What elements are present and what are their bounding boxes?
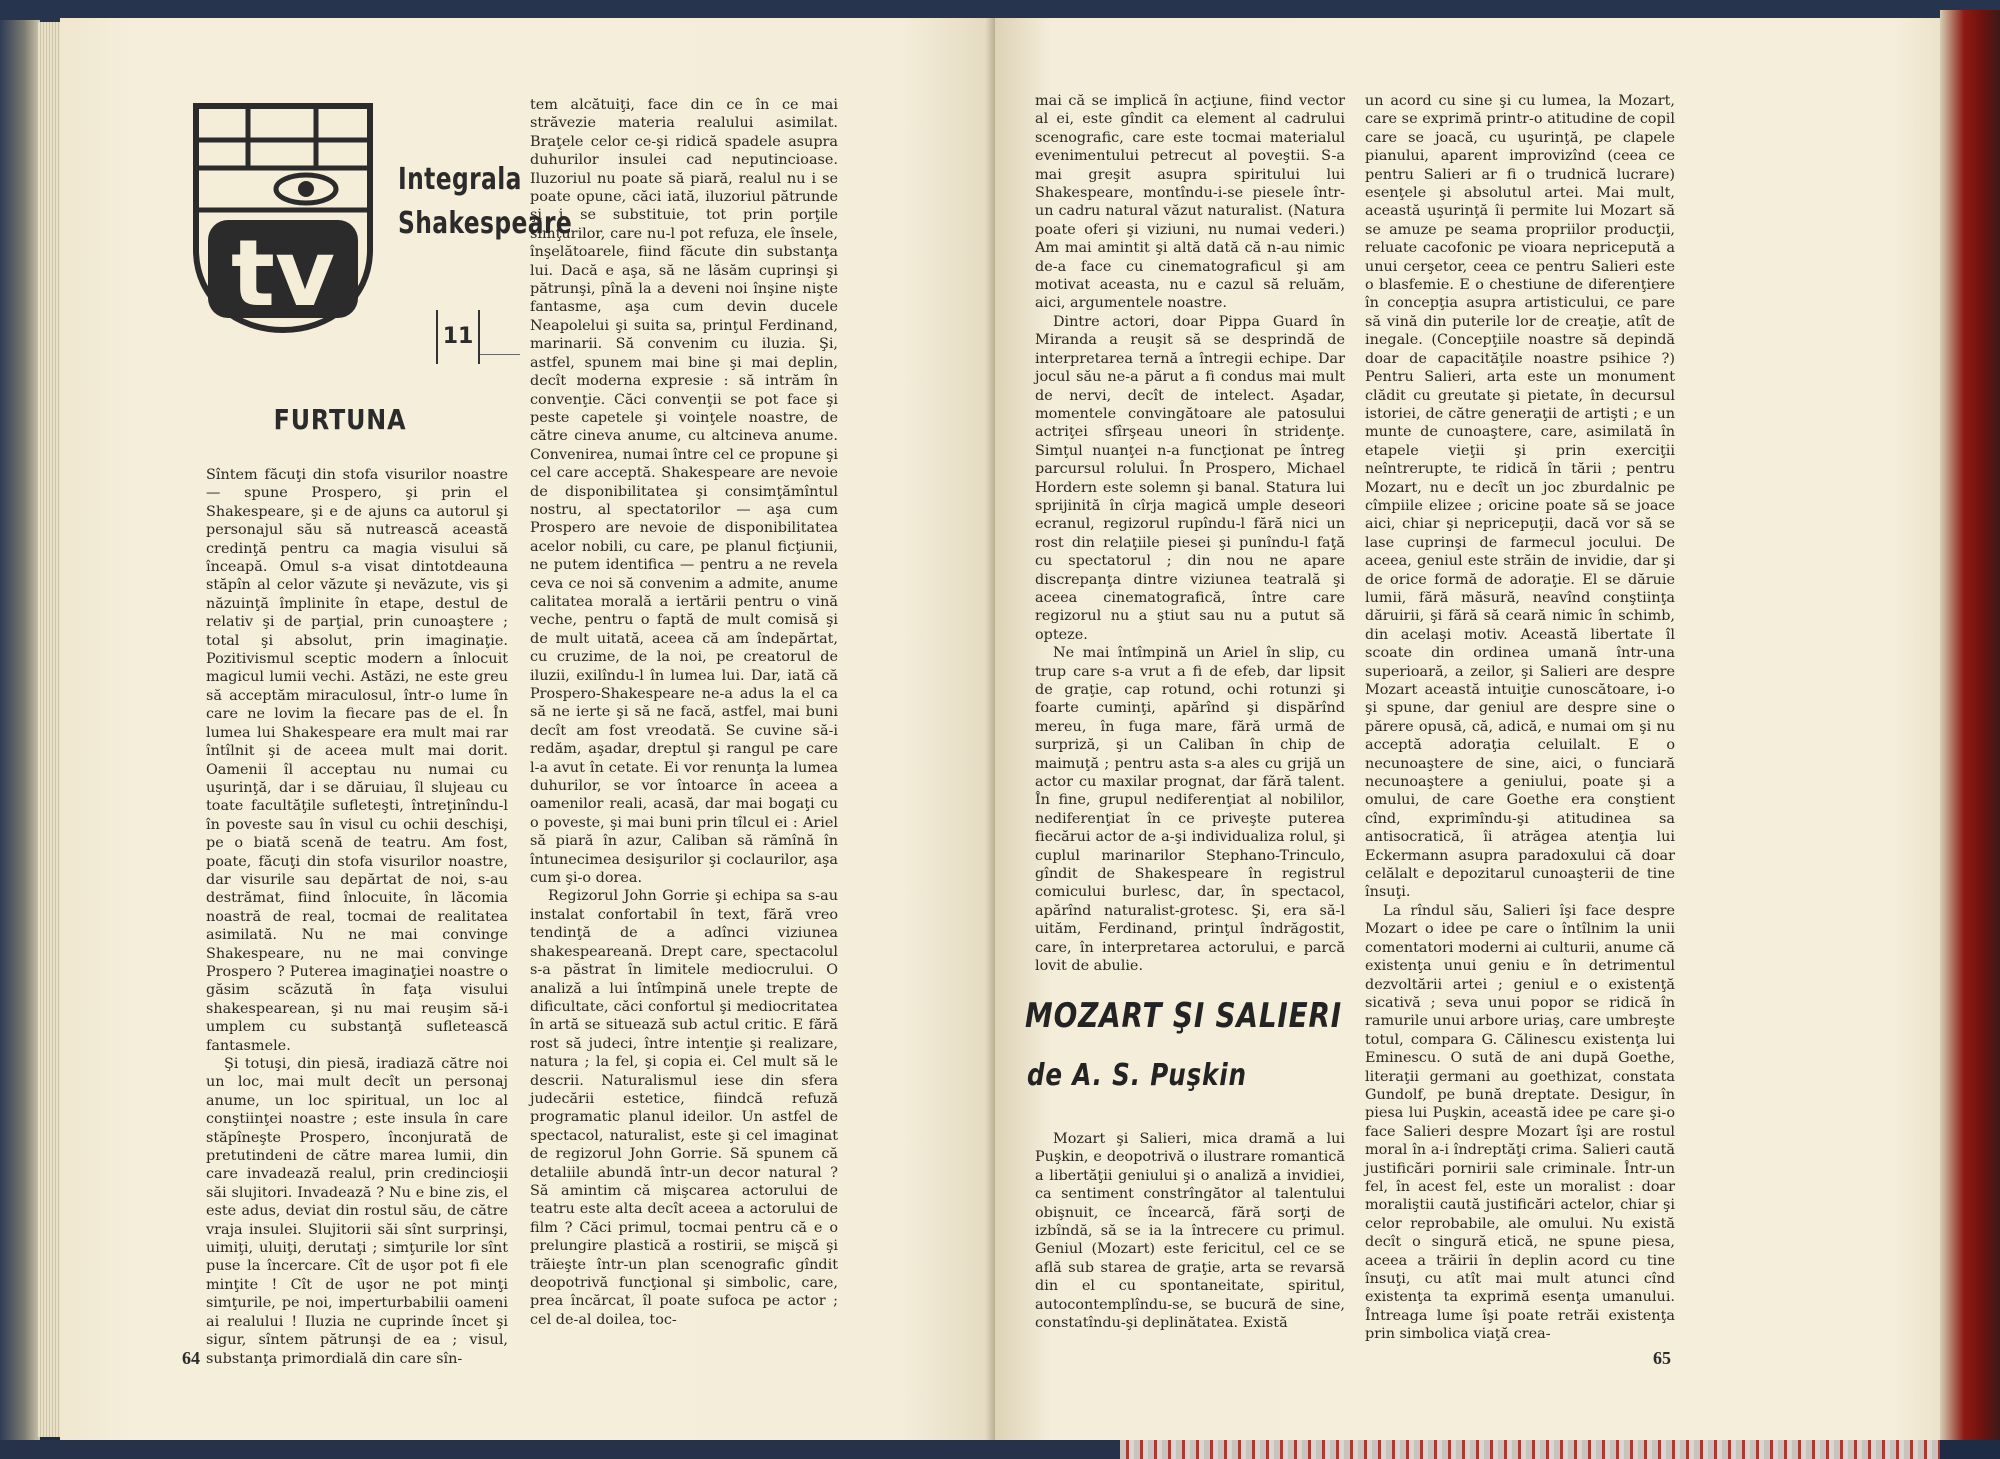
paragraph: Regizorul John Gorrie şi echipa sa s-au instalat confortabil în text, fără vreo tendinţă de a adînci viziunea shakespeareană. Drept care, spectacolul s-a păstrat în limitele mediocrului. O analiză a lui întîmpină unele trepte de dificultate, căci confortul şi mediocritatea în artă se situează sub actul critic. E fără rost să judeci, între intenţie şi realizare, natura ; la fel, şi copia ei. Cel mult să le descrii. Naturalismul iese din sfera judecării estetice, fiindcă refuză programatic planul ideilor. Un astfel de spectacol, naturalist, este şi cel imaginat de regizorul John Gorrie. Să spunem că detaliile abundă într-un decor natural ? Să amintim că mişcarea actorului de teatru este alta decît aceea a actorului de film ? Căci primul, tocmai pentru că e o prelungire plastică a rostirii, se mişcă şi trăieşte într-un plan scenografic gîndit deopotrivă funcţional şi simbolic, care, prea încărcat, îl poate sufoca pe actor ; cel de-al doilea, toc-	[530, 888, 838, 1328]
right-col-2	[1365, 92, 1675, 1344]
book-cover-right	[1940, 10, 2000, 1440]
paragraph: Ne mai întîmpină un Ariel în slip, cu trup care s-a vrut a fi de efeb, dar lipsit de graţie, cap rotund, ochi rotunzi şi foarte cuminţi, apărînd şi dispărînd mereu, în fuga mare, fără urmă de surpriză, şi un Caliban în chip de maimuţă ; pentru asta s-a ales cu grijă un actor cu maxilar prognat, dar fără talent. În fine, grupul nediferenţiat al nobililor, nediferenţiat în ce priveşte puterea fiecărui actor de a-şi individualiza rolul, şi cuplul marinarilor Stephano-Trinculo, gîndit de Shakespeare în registrul comicului burlesc, dar, în spectacol, apărînd naturalist-grotesc. Şi, era să-l uităm, Ferdinand, prinţul îndrăgostit, care, în interpretarea actorului, e parcă lovit de abulie.	[1035, 645, 1345, 975]
tablecloth	[1120, 1438, 1940, 1459]
series-title-line1: Integrala	[398, 162, 522, 197]
left-page	[60, 18, 995, 1440]
series-title-line2: Shakespeare	[398, 206, 573, 241]
issue-number: 11	[436, 310, 480, 364]
paragraph: Mozart şi Salieri, mica dramă a lui Puşkin, e deopotrivă o ilustrare romantică a libertăţii geniului şi o analiză a invidiei, ca sentiment constrîngător al talentului obişnuit, ce încearcă, fără sorţi de izbîndă, să se ia la întrecere cu primul. Geniul (Mozart) este fericitul, cel ce se află sub starea de graţie, arta se revarsă din el cu spontaneitate, spiritul, autocontemplîndu-se, se bucură de sine, constatîndu-şi deplinătatea. Există	[1035, 1131, 1345, 1332]
section-title-mozart: MOZART ŞI SALIERI	[1025, 996, 1342, 1036]
page-edges-left	[38, 22, 62, 1437]
tv-logo-icon	[188, 100, 378, 336]
paragraph: La rîndul său, Salieri îşi face despre Mozart o idee pe care o întîlnim la unii comentatori moderni ai culturii, anume că existenţa unui geniu e în detrimentul dezvoltării artei ; geniul e o existenţă sicativă ; seva unui popor se ridică în ramurile unui arbore uriaş, care umbreşte totul, compara G. Călinescu existenţa lui Eminescu. O sută de ani după Goethe, literaţii germani au goethizat, constata Gundolf, pe bună dreptate. Desigur, în piesa lui Puşkin, această idee pe care şi-o face Salieri despre Mozart îşi are rostul moral în a-i îndreptăţi crima. Salieri caută justificări pornirii sale criminale. Într-un fel, în acest fel, este un moralist : doar moraliştii caută justificări actelor, chiar şi celor reprobabile, ale omului. Nu există decît o singură etică, ne spune piesa, aceea a trăirii în deplin acord cu tine însuţi, cu atît mai mult atunci cînd existenţa ta exprimă esenţa umanului. Întreaga lume îşi poate retrăi existenţa prin simbolica viaţă crea-	[1365, 902, 1675, 1343]
book-cover-left	[0, 20, 40, 1440]
mozart-intro	[1035, 1130, 1345, 1332]
paragraph: Dintre actori, doar Pippa Guard în Miranda a reuşit să se desprindă de interpretarea ternă a întregii echipe. Dar jocul său ne-a părut a fi condus mai mult de nervi, decît de intelect. Aşadar, momentele convingătoare ale patosului actriţei sfîrşeau uneori în stridenţe. Simţul nuanţei n-a funcţionat pe întreg parcursul rolului. În Prospero, Michael Hordern este solemn şi banal. Statura lui sprijinită în cîrja magică umple deseori ecranul, regizorul rupîndu-l fără nici un rost din relaţiile piesei şi punîndu-l faţă cu spectatorul ; din nou ne apare discrepanţa dintre viziunea teatrală şi aceea cinematografică, între care regizorul nu a ştiut sau nu a putut să opteze.	[1035, 313, 1345, 643]
right-col-1	[1035, 92, 1345, 976]
paragraph: tem alcătuiţi, face din ce în ce mai străvezie materia realului asimilat. Braţele celor ce-şi ridică spadele asupra duhurilor insulei cad neputincioase. Iluzoriul nu poate să piară, realul nu i se poate opune, căci iată, iluzoriul pătrunde şi i se substituie, tot prin porţile simţurilor, care nu-l pot refuza, ele însele, înşelătoarele, fiind făcute din substanţa lui. Dacă e aşa, să ne lăsăm cuprinşi şi pătrunşi, pînă la a deveni noi înşine nişte fantasme, aşa cum devin ducele Neapolelui şi suita sa, prinţul Ferdinand, marinarii. Să convenim cu iluzia. Şi, astfel, spunem mai bine şi mai deplin, decît moderna expresie : să intrăm în convenţie. Căci convenţii se pot face şi peste capetele şi voinţele noastre, de către cineva anume, cu altcineva anume. Convenirea, numai între cel ce propune şi cel care acceptă. Shakespeare are nevoie de disponibilitatea şi consimţămîntul nostru, al spectatorilor — aşa cum Prospero are nevoie de disponibilitatea acelor nobili, cu care, pe planul ficţiunii, ne putem identifica — pentru a ne revela ceva ce noi să convenim a admite, anume calitatea morală a iertării pentru o vină veche, pentru o faptă de mult comisă şi de mult uitată, aceea că am îndepărtat, cu cruzime, de la noi, pe creatorul de iluzii, exilîndu-l în lumea lui. Dar, iată că Prospero-Shakespeare ne-a adus la el ca să ne ierte şi să ne facă, astfel, mai buni decît am fost vreodată. Se cuvine să-i redăm, aşadar, dreptul şi rangul pe care l-a avut în cetate. Ei vor renunţa la lumea duhurilor, se vor întoarce în aceea a oamenilor reali, acasă, dar mai bogaţi cu o poveste, şi mai buni prin tîlcul ei : Ariel să piară în azur, Caliban să rămînă în întunecimea desişurilor şi coclaurilor, aşa cum şi-o dorea.	[530, 97, 838, 887]
page-number-right: 65	[1653, 1348, 1671, 1368]
paragraph: Sîntem făcuţi din stofa visurilor noastre — spune Prospero, şi prin el Shakespeare, şi e de ajuns ca autorul şi personajul său să nutrească această credinţă pentru ca magia visului să înceapă. Omul s-a visat dintotdeauna stăpîn al celor văzute şi nevăzute, vis şi năzuinţă împlinite în etape, destul de relativ şi de parţial, prin cunoaştere ; total şi absolut, prin imaginaţie. Pozitivismul sceptic modern a înlocuit magicul lumii vechi. Astăzi, ne este greu să acceptăm miraculosul, într-o lume în care ne lovim la fiecare pas de el. În lumea lui Shakespeare era mult mai rar întîlnit şi de aceea mult mai dorit. Oamenii îl acceptau nu numai cu uşurinţă, dar i se dăruiau, îl slujeau cu toate facultăţile sufleteşti, întreţinîndu-l în poveste sau în visul cu ochii deschişi, pe o biată scenă de teatru. Am fost, poate, făcuţi din stofa visurilor noastre, dar visurile sau depărtat de noi, s-au destrămat, fiind înlocuite, în lăcomia noastră de real, tocmai de realitatea asimilată. Nu ne mai convinge Shakespeare, nu ne mai convinge Prospero ? Puterea imaginaţiei noastre o găsim scăzută în faţa visului shakespearean, şi nu mai reuşim să-i umplem cu substanţă sufletească fantasmele.	[206, 467, 508, 1054]
paragraph: mai că se implică în acţiune, fiind vector al ei, este gîndit ca element al cadrului scenografic, care este tocmai materialul evenimentului petrecut al poveştii. S-a mai greşit asupra spiritului lui Shakespeare, montîndu-i-se piesele într-un cadru natural văzut naturalist. (Natura poate oferi şi viziuni, nu numai vederi.) Am mai amintit şi altă dată că n-au nimic de-a face cu cinematograficul şi am motivat aceasta, nu e cazul să reluăm, aici, argumentele noastre.	[1035, 93, 1345, 312]
paragraph: un acord cu sine şi cu lumea, la Mozart, care se exprimă printr-o atitudine de copil care se joacă, cu uşurinţă, pe clapele pianului, aparent improvizînd (ceea ce pentru Salieri ar fi o trudnică lucrare) esenţele şi absolutul artei. Mai mult, această uşurinţă îi permite lui Mozart să se amuze pe seama propriilor producţii, reluate cacofonic pe vioara nepricepută a unui cerşetor, ceea ce pentru Salieri este o blasfemie. E o chestiune de diferenţiere în concepţia asupra artisticului, ce pare să vină din puterile lor de creaţie, atît de inegale. (Concepţiile noastre să depindă doar de capacităţile noastre psihice ?) Pentru Salieri, arta este un monument clădit cu greutate şi pietate, în decursul istoriei, de către generaţii de artişti ; e un munte de cunoaştere, care, asimilată în etapele vieţii şi prin exerciţii neîntrerupte, te ridică în tării ; pentru Mozart, nu e decît un joc zburdalnic pe cîmpiile elizee ; oricine poate să se joace aici, chiar şi nepricepuţii, dacă vor să se lase cuprinşi de farmecul jocului. De aceea, geniul este străin de invidie, dar şi de orice formă de adoraţie. El se dăruie lumii, fără măsură, neavînd conştiinţa dăruirii, şi fără să ceară nimic în schimb, din acelaşi motiv. Această libertate îl scoate din ordinea umană într-una superioară, a zeilor, şi Salieri are despre Mozart această intuiţie cunoscătoare, i-o şi spune, dar geniul are despre sine o părere opusă, că, adică, e numai om şi nu acceptă adoraţia celuilalt. E o necunoaştere de sine, aici, o funciară necunoaştere a geniului, poate şi a omului, de care Goethe era conştient cînd, exprimîndu-şi atitudinea sa antisocratică, îi atrăgea atenţia lui Eckermann asupra paradoxului că doar celălalt e depozitarul cunoaşterii de tine însuţi.	[1365, 93, 1675, 901]
left-col-1	[206, 466, 508, 1368]
svg-text:tv: tv	[231, 220, 335, 327]
section-author: de A. S. Puşkin	[1027, 1058, 1247, 1093]
right-page	[995, 18, 1940, 1440]
table-surface	[0, 1440, 1120, 1459]
paragraph: Şi totuşi, din piesă, iradiază către noi un loc, mai mult decît un personaj anume, un loc spiritual, un loc al conştiinţei noastre ; este insula în care stăpîneşte Prospero, înconjurată de pretutindeni de către marea lumii, din care invadează realul, prin credincioşii săi slujitori. Invadează ? Nu e bine zis, el este adus, deviat din rostul său, de către vraja insulei. Slujitorii săi sînt surprinşi, uimiţi, uluiţi, derutaţi ; simţurile lor sînt puse la încercare. Cît de uşor pot fi ele minţite ! Cît de uşor ne pot minţi simţurile, pe noi, imperturbabilii oameni ai realului ! Iluzia ne cuprinde încet şi sigur, sîntem pătrunşi de ea ; visul, substanţa primordială din care sîn-	[206, 1056, 508, 1367]
left-col-2	[530, 96, 838, 1329]
page-number-left: 64	[182, 1348, 200, 1368]
issue-underline	[480, 354, 520, 355]
article-title: FURTUNA	[273, 403, 407, 436]
